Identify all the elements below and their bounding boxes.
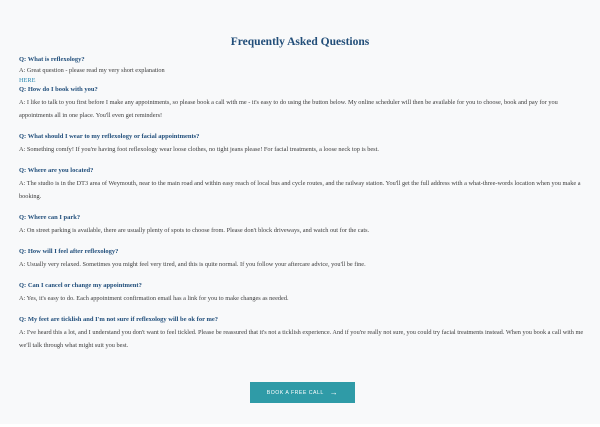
faq-item-booking [19,85,589,122]
faq-list [19,55,589,362]
faq-item-location [19,166,589,203]
faq-item-what-is-reflexology [19,55,589,85]
faq-answer: A: On street parking is available, there are usually plenty of spots to choose from. Please don't block driveways, and watch out for the cats. [19,227,370,234]
page-title: Frequently Asked Questions [230,35,370,48]
faq-question: Q: What should I wear to my reflexology or facial appointments? [19,133,200,140]
book-free-call-label: BOOK A FREE CALL [266,389,324,396]
faq-question: Q: How do I book with you? [19,86,98,93]
faq-answer: A: Yes, it's easy to do. Each appointment confirmation email has a link for you to make changes as needed. [19,295,289,302]
faq-answer: A: I like to talk to you first before I make any appointments, so please book a call with me - it's easy to do using the button below. My online scheduler will then be available for you to choose, book and pay for you appointments all in one place. You'll even get reminders! [19,99,558,119]
faq-answer: A: The studio is in the DT3 area of Weymouth, near to the main road and within easy reach of local bus and cycle routes, and the railway station. You'll get the full address with a what-three-words location when you make a booking. [19,180,581,200]
faq-item-ticklish-feet [19,315,589,352]
faq-question: Q: How will I feel after reflexology? [19,248,119,255]
faq-item-after-reflexology [19,247,589,271]
faq-item-cancel-change [19,281,589,305]
arrow-right-icon: → [329,387,339,397]
faq-item-parking [19,213,589,237]
book-free-call-button[interactable] [250,382,355,403]
faq-answer: A: I've heard this a lot, and I understand you don't want to feel tickled. Please be reassured that it's not a ticklish experience. And if you're really not sure, you could try facial treatments instead. When you book a call with me we'll talk through what might suit you best. [19,329,584,349]
faq-answer: A: Something comfy! If you're having foot reflexology wear loose clothes, no tight jeans please! For facial treatments, a loose neck top is best. [19,146,379,153]
explanation-link[interactable]: HERE [19,77,36,84]
faq-answer: A: Great question - please read my very short explanation [19,67,165,74]
faq-item-what-to-wear [19,132,589,156]
faq-question: Q: Can I cancel or change my appointment? [19,282,142,289]
faq-answer: A: Usually very relaxed. Sometimes you might feel very tired, and this is quite normal. If you follow your aftercare advice, you'll be fine. [19,261,366,268]
faq-question: Q: Where are you located? [19,167,94,174]
faq-question: Q: Where can I park? [19,214,81,221]
faq-question: Q: What is reflexology? [19,56,85,63]
faq-question: Q: My feet are ticklish and I'm not sure if reflexology will be ok for me? [19,316,219,323]
